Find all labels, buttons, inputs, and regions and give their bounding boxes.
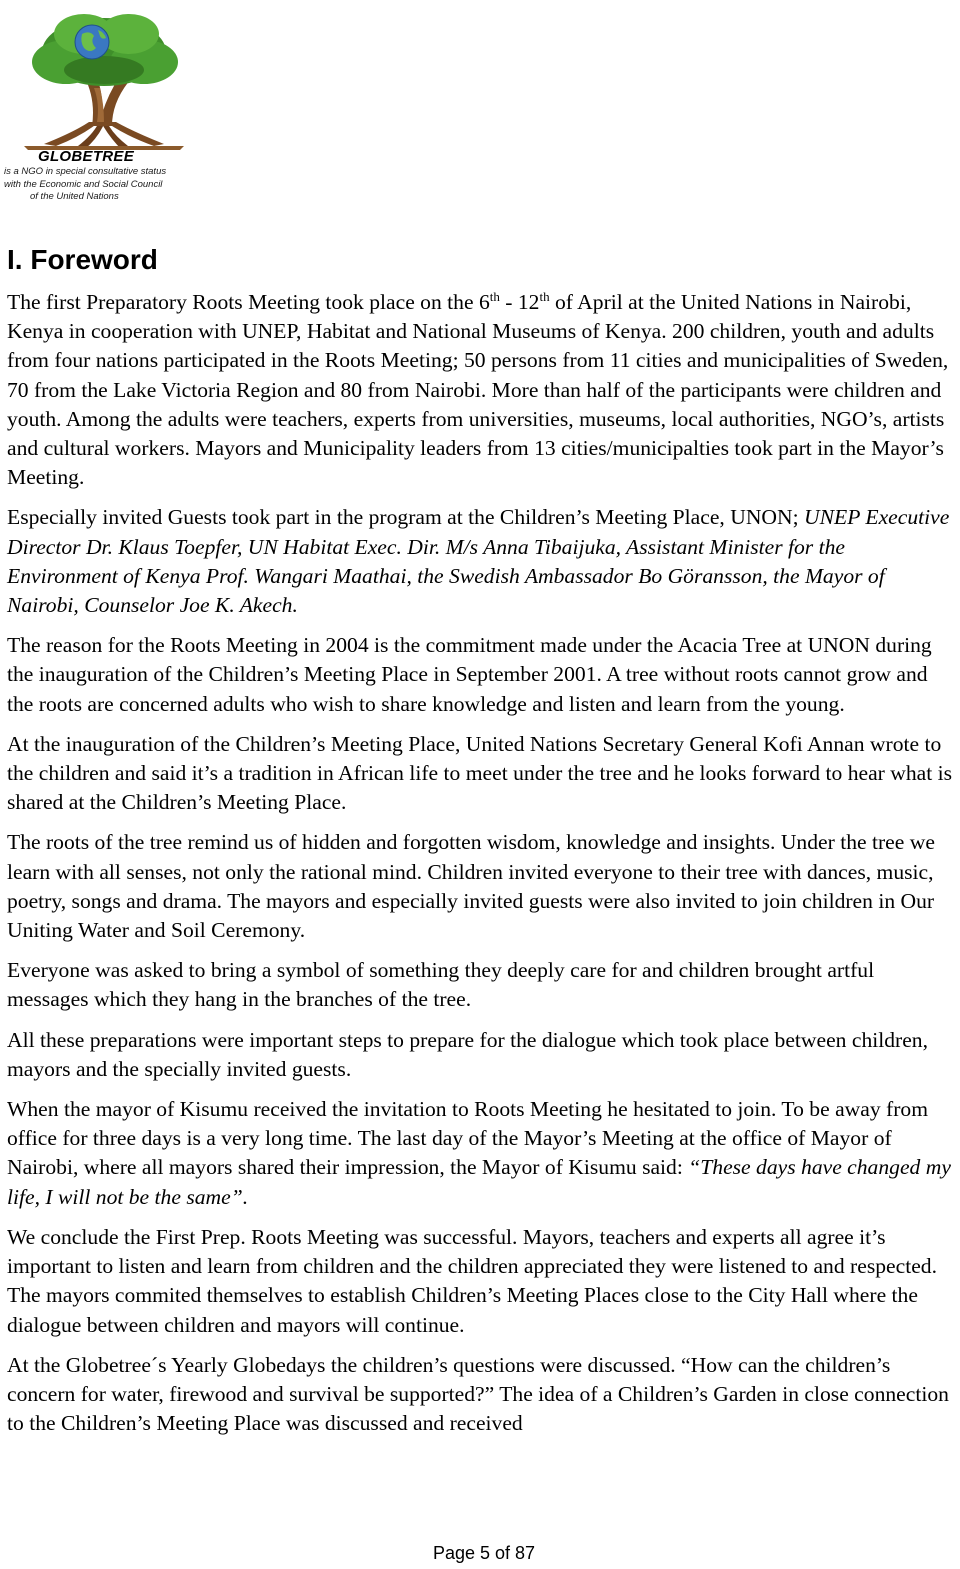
italic-quote: “These days have changed my life, I will not be the same”. <box>7 1155 951 1209</box>
paragraph <box>7 503 957 620</box>
paragraph-text: of April at the United Nations in Nairobi, Kenya in cooperation with UNEP, Habitat and National Museums of Kenya. 200 children, youth and adults from four nations participated in the Roots Meeting; 50 persons from 11 cities and municipalities of Sweden, 70 from the Lake Victoria Region and 80 from Nairobi. More than half of the participants were children and youth. Among the adults were teachers, experts from universities, museums, local authorities, NGO’s, artists and cultural workers. Mayors and Municipality leaders from 13 cities/municipalties took part in the Mayor’s Meeting. <box>7 290 949 490</box>
section-heading: I. Foreword <box>7 244 158 275</box>
globe-tree-icon <box>4 4 209 164</box>
logo-caption-line: of the United Nations <box>30 191 119 202</box>
paragraph-text: When the mayor of Kisumu received the invitation to Roots Meeting he hesitated to join. To be away from office for three days is a very long time. The last day of the Mayor’s Meeting at the office of Mayor of Nairobi, where all mayors shared their impression, the Mayor of Kisumu said: <box>7 1097 929 1180</box>
globetree-logo <box>4 4 209 204</box>
paragraph: At the inauguration of the Children’s Meeting Place, United Nations Secretary General Kofi Annan wrote to the children and said it’s a tradition in African life to meet under the tree and he looks forward to hear what is shared at the Children’s Meeting Place. <box>7 731 953 815</box>
italic-text: UNEP Executive Director Dr. Klaus Toepfer, UN Habitat Exec. Dir. M/s Anna Tibaijuka, Assistant Minister for the Environment of Kenya Prof. Wangari Maathai, the Swedish Ambassador Bo Göransson, the Mayor of Nairobi, Counselor Joe K. Akech. <box>7 505 950 618</box>
paragraph: We conclude the First Prep. Roots Meeting was successful. Mayors, teachers and experts all agree it’s important to listen and learn from children and the children appreciated they were listened to and respected. The mayors commited themselves to establish Children’s Meeting Places close to the City Hall where the dialogue between children and mayors will continue. <box>7 1224 937 1337</box>
logo-name: GLOBETREE <box>38 148 135 165</box>
logo-caption <box>4 166 209 204</box>
paragraph: The roots of the tree remind us of hidden and forgotten wisdom, knowledge and insights. Under the tree we learn with all senses, not only the rational mind. Children invited everyone to their tree with dances, music, poetry, songs and drama. The mayors and especially invited guests were also invited to join children in Our Uniting Water and Soil Ceremony. <box>7 830 935 943</box>
logo-caption-line: with the Economic and Social Council <box>4 178 163 190</box>
document-body <box>7 288 957 1449</box>
logo-caption-line: is a NGO in special consultative status <box>4 166 167 177</box>
superscript: th <box>489 289 500 304</box>
paragraph: At the Globetree´s Yearly Globedays the children’s questions were discussed. “How can the children’s concern for water, firewood and survival be supported?” The idea of a Children’s Garden in close connection to the Children’s Meeting Place was discussed and received <box>7 1352 949 1436</box>
paragraph <box>7 288 957 492</box>
paragraph <box>7 1095 957 1212</box>
paragraph: The reason for the Roots Meeting in 2004 is the commitment made under the Acacia Tree at UNON during the inauguration of the Children’s Meeting Place in September 2001. A tree without roots cannot grow and the roots are concerned adults who wish to share knowledge and listen and learn from the young. <box>7 633 932 716</box>
paragraph: All these preparations were important steps to prepare for the dialogue which took place between children, mayors and the specially invited guests. <box>7 1027 929 1081</box>
superscript: th <box>539 289 550 304</box>
paragraph: Everyone was asked to bring a symbol of something they deeply care for and children brought artful messages which they hang in the branches of the tree. <box>7 958 875 1012</box>
paragraph-text: The first Preparatory Roots Meeting took place on the 6 <box>7 290 490 314</box>
page-number: Page 5 of 87 <box>432 1543 536 1563</box>
paragraph-text: - 12 <box>499 290 540 314</box>
paragraph-text: Especially invited Guests took part in the program at the Children’s Meeting Place, UNON; <box>7 505 804 530</box>
